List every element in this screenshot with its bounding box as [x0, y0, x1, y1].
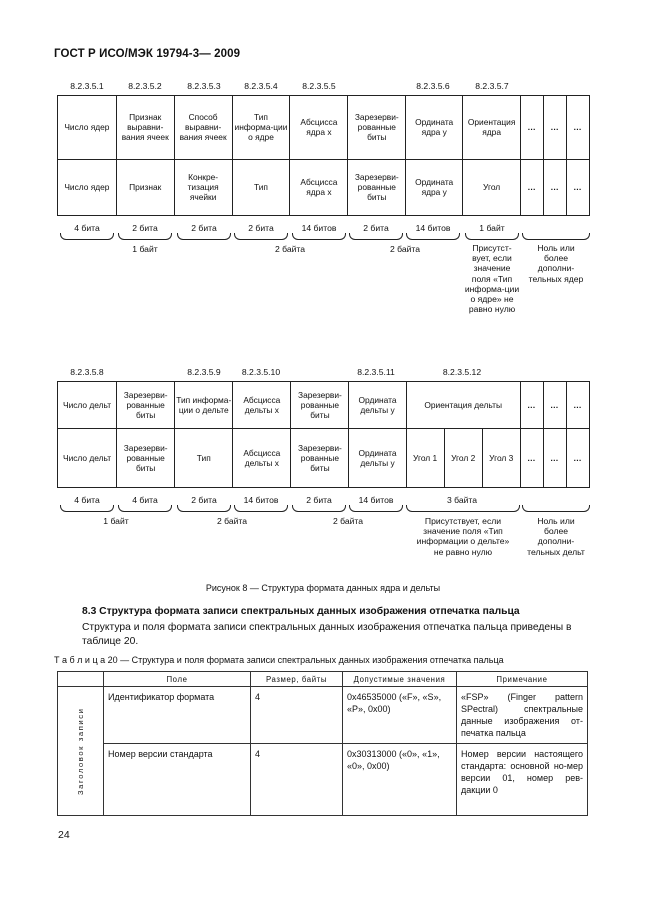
group-size: 1 байт [132, 244, 158, 254]
cell: Способ выравни-вания ячеек [174, 96, 232, 160]
bit-size: 1 байт [479, 223, 505, 233]
cell: Идентификатор формата [104, 687, 251, 744]
cell: Тип информа-ции о ядре [232, 96, 290, 160]
group-size: 2 байта [216, 516, 248, 526]
page-number: 24 [58, 829, 70, 841]
section-ref: 8.2.3.5.9 [187, 367, 221, 377]
presence-note: Присутст-вует, если значение поля «Тип информа-ции о ядре» не равно нулю [464, 243, 520, 315]
brace [177, 233, 231, 240]
cell: Зарезерви-рованные биты [117, 429, 175, 488]
bit-size: 4 бита [74, 223, 100, 233]
bit-size: 14 битов [301, 223, 337, 233]
ellipsis-cell: … [566, 382, 589, 429]
section-ref: 8.2.3.5.2 [128, 81, 162, 91]
ellipsis-cell: … [520, 382, 543, 429]
brace [118, 505, 172, 512]
ellipsis-cell: … [566, 159, 589, 215]
bit-size: 2 бита [248, 223, 274, 233]
cell: Абсцисса дельты x [233, 429, 291, 488]
group-size: 2 байта [389, 244, 421, 254]
section-ref: 8.2.3.5.7 [475, 81, 509, 91]
cell: Признак [116, 159, 174, 215]
cell: Тип [175, 429, 233, 488]
brace [522, 233, 590, 240]
presence-note: Присутствует, если значение поля «Тип информации о дельте» не равно нулю [416, 516, 510, 557]
header-cell: Поле [104, 672, 251, 687]
cell: Абсцисса ядра x [290, 159, 348, 215]
cell: «FSP» (Finger pattern SPectral) спектральные данные изображения от-печатка пальца [457, 687, 588, 744]
section-ref: 8.2.3.5.10 [241, 367, 281, 377]
group-cell [58, 687, 104, 816]
bit-size: 3 байта [446, 495, 478, 505]
cell: Номер версии настоящего стандарта: основной но-мер версии 01, номер рев-дакции 0 [457, 744, 588, 816]
bit-size: 4 бита [132, 495, 158, 505]
figure-caption: Рисунок 8 — Структура формата данных ядра и дельты [205, 583, 441, 593]
bit-size: 2 бита [191, 223, 217, 233]
brace [349, 233, 403, 240]
bit-size: 2 бита [306, 495, 332, 505]
cell: 0x46535000 («F», «S», «P», 0x00) [343, 687, 457, 744]
section-ref: 8.2.3.5.3 [187, 81, 221, 91]
table-row [58, 687, 588, 744]
cell: Конкре-тизация ячейки [174, 159, 232, 215]
additional-note: Ноль или более дополни-тельных ядер [528, 243, 584, 284]
brace [60, 505, 114, 512]
ellipsis-cell: … [543, 382, 566, 429]
ellipsis-cell: … [521, 96, 544, 160]
section-ref: 8.2.3.5.12 [442, 367, 482, 377]
cell: Ордината дельты y [349, 382, 406, 429]
brace [118, 233, 172, 240]
brace [465, 233, 519, 240]
cell: Тип [232, 159, 290, 215]
group-size: 2 байта [274, 244, 306, 254]
header-cell: Допустимые значения [343, 672, 457, 687]
header-cell: Размер, байты [251, 672, 343, 687]
cell: Угол [463, 159, 521, 215]
delta-bit-table [57, 381, 590, 488]
group-size: 1 байт [103, 516, 129, 526]
cell: Тип информа-ции о дельте [175, 382, 233, 429]
ellipsis-cell: … [521, 159, 544, 215]
group-label: Заголовок записи [75, 707, 85, 795]
brace [349, 505, 403, 512]
cell: Ордината дельты y [349, 429, 406, 488]
additional-note: Ноль или более дополни-тельных дельт [527, 516, 585, 557]
section-ref: 8.2.3.5.4 [244, 81, 278, 91]
ellipsis-cell: … [543, 429, 566, 488]
bit-size: 14 битов [415, 223, 451, 233]
cell: Число ядер [58, 159, 117, 215]
brace [292, 505, 346, 512]
cell: Зарезерви-рованные биты [291, 382, 349, 429]
table-20 [57, 671, 588, 816]
cell: Ордината ядра y [406, 159, 463, 215]
cell: 4 [251, 687, 343, 744]
cell: Зарезерви-рованные биты [117, 382, 175, 429]
cell: Зарезерви-рованные биты [291, 429, 349, 488]
header-cell-empty [58, 672, 104, 687]
brace [60, 233, 114, 240]
cell: 4 [251, 744, 343, 816]
cell: Номер версии стандарта [104, 744, 251, 816]
cell: Ордината ядра y [406, 96, 463, 160]
cell: Зарезерви-рованные биты [348, 159, 406, 215]
group-size: 2 байта [332, 516, 364, 526]
brace [234, 505, 288, 512]
section-ref: 8.2.3.5.6 [416, 81, 450, 91]
section-ref: 8.2.3.5.5 [302, 81, 336, 91]
brace [406, 233, 460, 240]
cell: Число ядер [58, 96, 117, 160]
bit-size: 4 бита [74, 495, 100, 505]
table-title: Т а б л и ц а 20 — Структура и поля формата записи спектральных данных изображения отпечатка пальца [54, 655, 504, 665]
header-cell: Примечание [457, 672, 588, 687]
section-paragraph: Структура и поля формата записи спектральных данных изображения отпечатка пальца приведены в таблице 20. [82, 622, 572, 647]
cell: Абсцисса ядра x [290, 96, 348, 160]
section-ref: 8.2.3.5.11 [357, 367, 395, 377]
cell: Угол 1 [406, 429, 444, 488]
bit-size: 2 бита [132, 223, 158, 233]
section-heading: 8.3 Структура формата записи спектральных данных изображения отпечатка пальца [82, 606, 520, 617]
brace [522, 505, 590, 512]
bit-size: 14 битов [243, 495, 279, 505]
cell: 0x30313000 («0», «1», «0», 0x00) [343, 744, 457, 816]
brace [292, 233, 346, 240]
section-ref: 8.2.3.5.1 [70, 81, 104, 91]
cell: Ориентация ядра [463, 96, 521, 160]
brace [177, 505, 231, 512]
ellipsis-cell: … [566, 96, 589, 160]
ellipsis-cell: … [566, 429, 589, 488]
cell: Число дельт [58, 429, 117, 488]
bit-size: 14 битов [358, 495, 394, 505]
cell: Зарезерви-рованные биты [348, 96, 406, 160]
ellipsis-cell: … [544, 159, 567, 215]
cell: Абсцисса дельты x [233, 382, 291, 429]
document-header: ГОСТ Р ИСО/МЭК 19794-3— 2009 [54, 48, 241, 60]
ellipsis-cell: … [544, 96, 567, 160]
brace [406, 505, 520, 512]
cell: Признак выравни-вания ячеек [116, 96, 174, 160]
brace [234, 233, 288, 240]
cell: Угол 2 [444, 429, 482, 488]
bit-size: 2 бита [191, 495, 217, 505]
cell: Ориентация дельты [406, 382, 520, 429]
cell: Число дельт [58, 382, 117, 429]
cell: Угол 3 [482, 429, 520, 488]
table-row [58, 744, 588, 816]
bit-size: 2 бита [363, 223, 389, 233]
core-bit-table [57, 95, 590, 216]
ellipsis-cell: … [520, 429, 543, 488]
section-ref: 8.2.3.5.8 [70, 367, 104, 377]
